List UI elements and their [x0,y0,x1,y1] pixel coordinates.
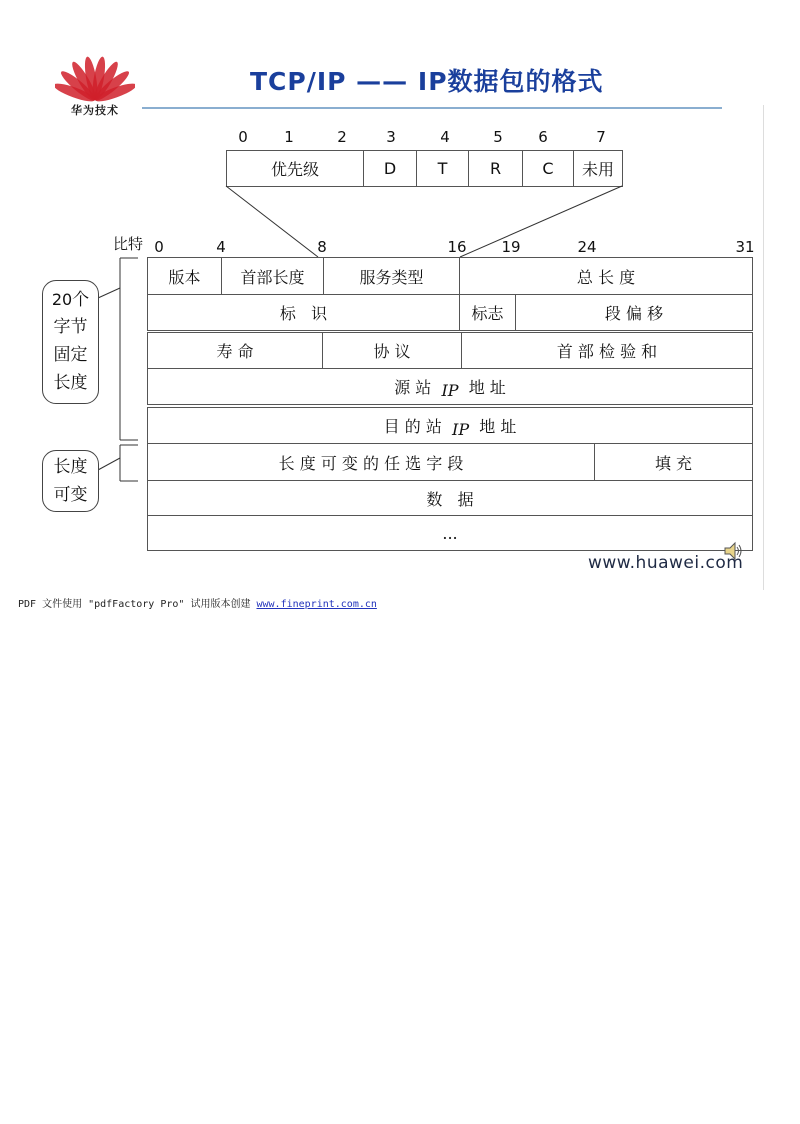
field-checksum: 首 部 检 验 和 [461,332,753,369]
fixed-length-note [42,280,99,404]
tos-bit-5: 5 [493,128,503,146]
tos-t: T [437,159,448,178]
bit-4: 4 [216,238,226,256]
tos-c: C [542,159,554,178]
fixed-line-3: 长度 [53,373,88,393]
field-identification: 标 识 [147,294,460,331]
field-protocol: 协 议 [322,332,462,369]
logo-text: 华为技术 [71,104,119,117]
field-version: 版本 [147,257,222,295]
website-url: www.huawei.com [588,553,744,573]
variable-line-0: 长度 [53,457,88,477]
dest-ip: IP [452,420,470,439]
field-ttl: 寿 命 [147,332,323,369]
fixed-length-count: 20 [51,290,73,309]
tos-r: R [489,159,502,178]
bit-0: 0 [154,238,164,256]
field-header-length: 首部长度 [221,257,324,295]
field-source-address [147,368,753,405]
source-ip: IP [441,381,459,400]
field-total-length: 总 长 度 [459,257,753,295]
bit-31: 31 [735,238,755,256]
bit-16: 16 [447,238,467,256]
footer-text: PDF 文件使用 "pdfFactory Pro" 试用版本创建 [18,599,251,610]
source-suffix: 地 址 [468,378,506,397]
dest-suffix: 地 址 [479,417,517,436]
dest-prefix: 目 的 站 [383,417,442,436]
field-fragment-offset: 段 偏 移 [515,294,753,331]
field-service-type: 服务类型 [323,257,460,295]
field-flags: 标志 [459,294,516,331]
field-data-continued: ... [147,515,753,551]
tos-bit-4: 4 [440,128,450,146]
tos-priority: 优先级 [270,160,319,179]
fixed-line-1: 字节 [53,317,88,337]
bits-label: 比特 [113,235,144,253]
field-data: 数 据 [147,480,753,516]
field-destination-address [147,407,753,444]
tos-d: D [383,159,397,178]
variable-line-1: 可变 [53,485,88,505]
bit-24: 24 [577,238,597,256]
field-padding: 填 充 [594,443,753,481]
slide-edge [763,105,764,590]
tos-bit-6: 6 [538,128,548,146]
bit-19: 19 [501,238,521,256]
field-options: 长 度 可 变 的 任 选 字 段 [147,443,595,481]
tos-bit-0: 0 [238,128,248,146]
footer-link[interactable]: www.fineprint.com.cn [256,599,377,610]
tos-bit-7: 7 [596,128,606,146]
fixed-length-first-line [52,287,89,313]
fixed-line-0: 个 [72,290,90,310]
tos-bit-2: 2 [337,128,347,146]
tos-unused: 未用 [581,160,614,179]
fixed-line-2: 固定 [53,345,88,365]
source-prefix: 源 站 [394,378,432,397]
tos-bit-1: 1 [284,128,294,146]
bit-8: 8 [317,238,327,256]
tos-bit-3: 3 [386,128,396,146]
page-title: TCP/IP —— IP数据包的格式 [250,67,604,96]
pdf-footer [18,595,377,610]
variable-length-note [42,450,99,512]
